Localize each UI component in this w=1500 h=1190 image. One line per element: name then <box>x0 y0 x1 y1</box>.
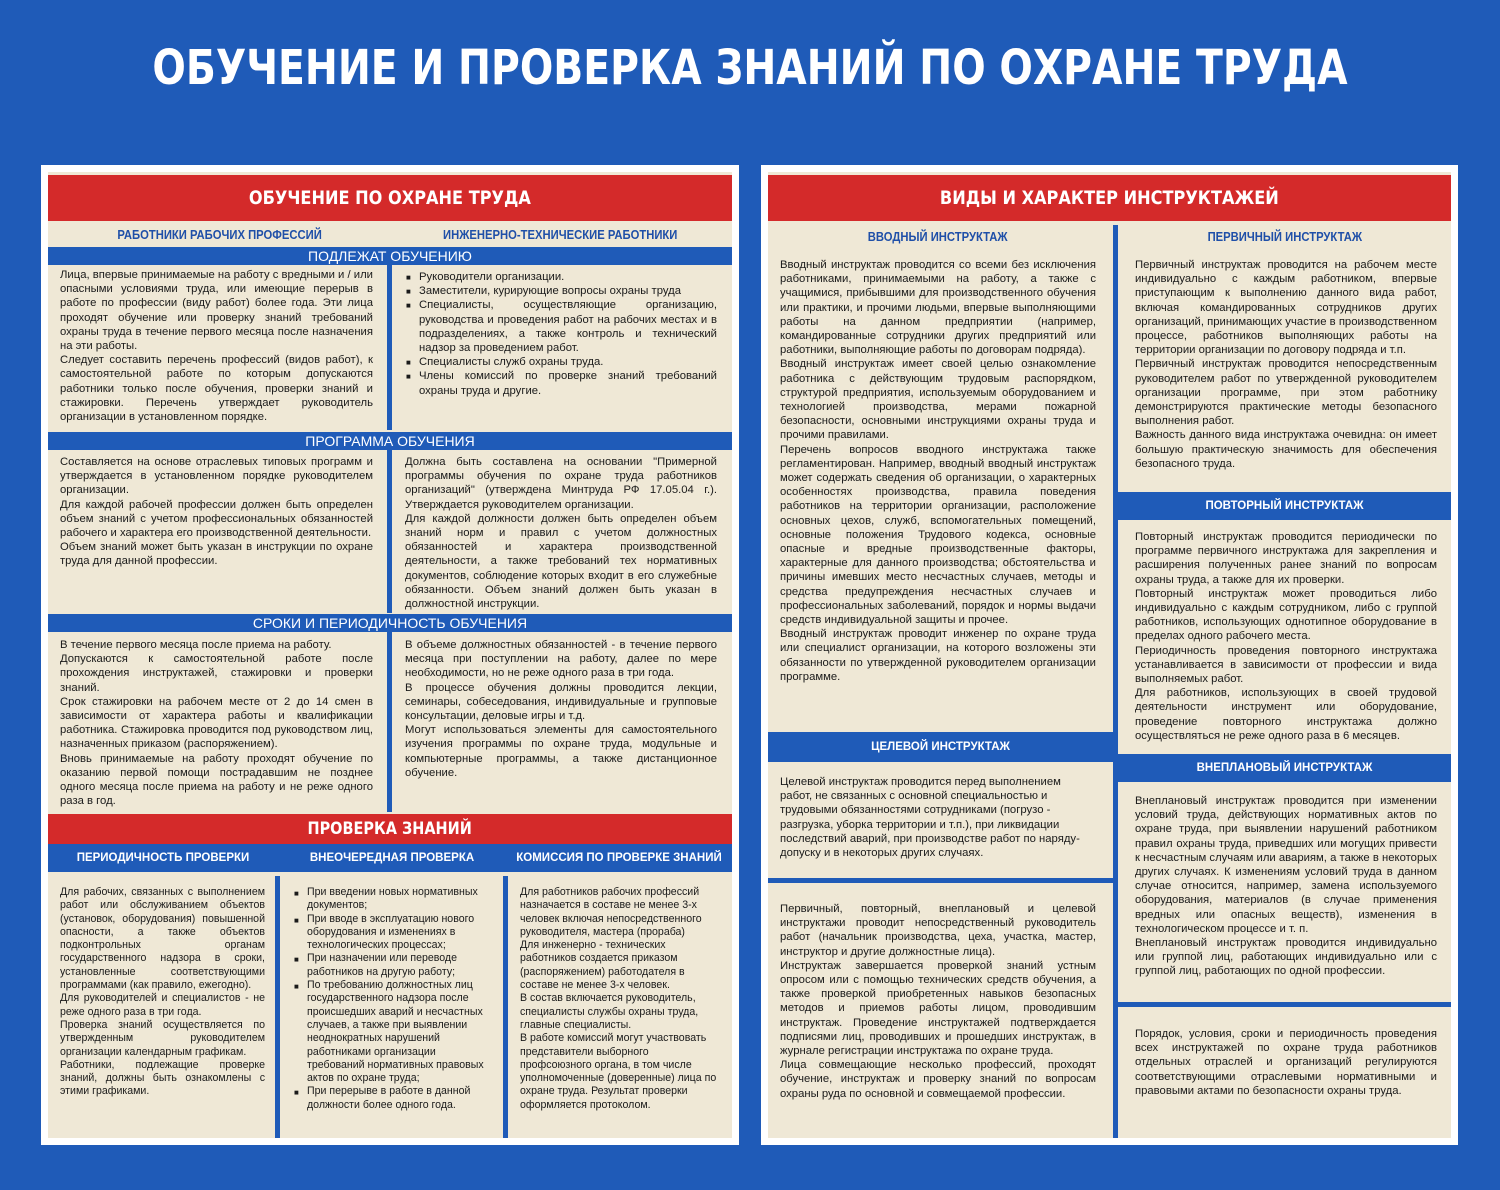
check-knowledge-header: ПРОВЕРКА ЗНАНИЙ <box>48 814 732 844</box>
povt-text: Повторный инструктаж проводится периодически по программе первичного инструктажа для закрепления и расширения полученных ранее знаний по вопросам охраны труда, а также для их проверки. Повторный инструктаж может проводиться либо индивидуально с каждым сотрудником, либо с группой работников, использующих однотипное оборудование в пределах одного рабочего места. Периодичность проведения повторного инструктажа устанавливается в зависимости от профессии и вида выполняемых работ. Для работников, использующих в своей трудовой деятельности инструмент или оборудование, проведение повторного инструктажа должно осуществляться не реже одного раза в 6 месяцев. <box>1135 531 1437 742</box>
tsel-text: Целевой инструктаж проводится перед выполнением работ, не связанных с основной специальностью и трудовыми обязанностями сотрудниками (погрузо - разгрузка, уборка территории и т.п.), при ликвидации последствий аварий, при производстве работ по наряду-допуску и в некоторых других случаях. <box>780 776 1080 860</box>
section-title-terms: СРОКИ И ПЕРИОДИЧНОСТЬ ОБУЧЕНИЯ <box>48 614 732 632</box>
col-header-workers: РАБОТНИКИ РАБОЧИХ ПРОФЕССИЙ <box>117 228 323 242</box>
col-header-engineers: ИНЖЕНЕРНО-ТЕХНИЧЕСКИЕ РАБОТНИКИ <box>442 228 678 242</box>
perv-text: Первичный инструктаж проводится на рабочем месте индивидуально с каждым работником, впервые приступающим к выполнению данного вида работ, включая командированных сотрудников других организаций, принимающих участие в производственном процессе, работников выполняющих работы на территории организации по договору подряда и т.п. Первичный инструктаж проводится непосредственным руководителем работ по утвержденной руководителем организации программе, при этом работнику демонстрируются практические методы безопасного выполнения работ. Важность данного вида инструктажа очевидна: он имеет большую практическую значимость для обеспечения безопасного труда. <box>1135 259 1437 470</box>
s3-right-text: В объеме должностных обязанностей - в течение первого месяца при поступлении на работу, далее по мере необходимости, но не реже одного раза в три года. В процессе обучения должны проводится лекции, семинары, собеседования, индивидуальные и групповые консультации, деловые игры и т.д. Могут использоваться элементы для самостоятельного изучения программы по охране труда, модульные и компьютерные программы, а также дистанционное обучение. <box>405 639 717 779</box>
check-col1-text: Для рабочих, связанных с выполнением работ или обслуживанием объектов (установок, оборудования) повышенной опасности, а также объектов подконтрольных органам государственного надзора в сроки, установленные соответствующими программами (как правило, ежегодно). Для руководителей и специалистов - не реже одного раза в три года. Проверка знаний осуществляется по утвержденным руководителем организации календарным графикам. Работники, подлежащие проверке знаний, должны быть ознакомлены с этими графиками. <box>60 886 265 1098</box>
section-title-program: ПРОГРАММА ОБУЧЕНИЯ <box>48 432 732 450</box>
vnepl-text: Внеплановый инструктаж проводится при изменении условий труда, действующих нормативных актов по охране труда, при выявлении нарушений работником правил охраны труда, приведших или могущих привести к несчастным случаям или авариям, а также в некоторых других случаях. К изменениям условий труда в данном случае относится, например, замена используемого оборудования, материалов (в случае применения вредных или опасных веществ), изменения в технологическом процессе и т. п. Внеплановый инструктаж проводится индивидуально или группой лиц, работающих индивидуально или с группой лиц, работающих по одной профессии. <box>1135 795 1437 978</box>
bottom-right-text: Порядок, условия, сроки и периодичность проведения всех инструктажей по охране труда работников отдельных отраслей и организаций регулируются соответствующими отраслевыми нормативными и правовыми актами по безопасности охраны труда. <box>1135 1028 1437 1097</box>
right-panel-header: ВИДЫ И ХАРАКТЕР ИНСТРУКТАЖЕЙ <box>768 175 1451 221</box>
left-panel-header-text: ОБУЧЕНИЕ ПО ОХРАНЕ ТРУДА <box>248 187 532 209</box>
vnepl-title: ВНЕПЛАНОВЫЙ ИНСТРУКТАЖ <box>1118 754 1451 782</box>
s1-divider <box>387 265 392 430</box>
check-sub-extraordinary: ВНЕОЧЕРЕДНАЯ ПРОВЕРКА <box>278 844 506 872</box>
check-col2-text: ■ При введении новых нормативных документов; ■ При вводе в эксплуатацию нового оборудования и изменениях в технологических процессах; ■ При назначении или переводе работников на другую работу; ■ По требованию должностных лиц государственного надзора после происшедших аварий и несчастных случаев, а также при выявлении неоднократных нарушений работниками организации требований нормативных правовых актов по охране труда; ■ При перерыве в работе в данной должности более одного года. <box>293 886 493 1131</box>
vvod-title: ВВОДНЫЙ ИНСТРУКТАЖ <box>868 230 1008 244</box>
tsel-title: ЦЕЛЕВОЙ ИНСТРУКТАЖ <box>768 732 1113 762</box>
section-title-subject: ПОДЛЕЖАТ ОБУЧЕНИЮ <box>48 247 732 265</box>
s3-divider <box>387 632 392 812</box>
tsel-divider <box>768 878 1113 883</box>
check-sub-commission: КОМИССИЯ ПО ПРОВЕРКЕ ЗНАНИЙ <box>506 844 732 872</box>
check-divider-1 <box>275 876 280 1138</box>
s2-divider <box>387 450 392 613</box>
page-title: ОБУЧЕНИЕ И ПРОВЕРКА ЗНАНИЙ ПО ОХРАНЕ ТРУДА <box>152 40 1348 96</box>
check-sub-periodicity: ПЕРИОДИЧНОСТЬ ПРОВЕРКИ <box>48 844 278 872</box>
check-divider-2 <box>503 876 508 1138</box>
s2-right-text: Должна быть составлена на основании "Примерной программы обучения по охране труда работников организаций" (утверждена Минтруда РФ 17.05.04 г.). Утверждается руководителем организации. Для каждой должности должен быть определен объем знаний норм и правил с учетом должностных обязанностей и характера производственной деятельности, а также требований тех нормативных документов, соблюдение которых входит в его служебные обязанности. Объем знаний должен быть указан в должностной инструкции. <box>405 456 717 611</box>
bottom-left-text: Первичный, повторный, внеплановый и целевой инструктажи проводит непосредственный руководитель работ (начальник производства, цеха, участка, мастер, инструктор и другие должностные лица). Инструктаж завершается проверкой знаний устным опросом или с помощью технических средств обучения, а также проверкой приобретенных навыков безопасных методов и приемов работы лицом, проводившим инструктаж. Проведение инструктажей подтверждается подписями лиц, проводивших и прошедших инструктаж, в журнале регистрации инструктажа по охране труда. Лица совмещающие несколько профессий, проходят обучение, инструктаж и проверку знаний по вопросам охраны руда по основной и совмещаемой профессии. <box>780 903 1096 1100</box>
povt-title: ПОВТОРНЫЙ ИНСТРУКТАЖ <box>1118 492 1451 520</box>
s1-left-text: Лица, впервые принимаемые на работу с вредными и / или опасными условиями труда, или имеющие перерыв в работе по профессии (виду работ) более года. Эти лица проходят обучение или проверку знаний требований охраны труда в течение первого месяца после назначения на эти работы. Следует составить перечень профессий (видов работ), к самостоятельной работе по которым допускаются работники только после обучения, проверки знаний и стажировки. Перечень утверждает руководитель организации в установленном порядке. <box>60 269 373 424</box>
perv-title: ПЕРВИЧНЫЙ ИНСТРУКТАЖ <box>1207 230 1362 244</box>
check-col3-text: Для работников рабочих профессий назначается в составе не менее 3-х человек включая непосредственного руководителя, мастера (прораба) Для инженерно - технических работников создается приказом (распоряжением) работодателя в составе не менее 3-х человек. В состав включается руководитель, специалисты службы охраны труда, главные специалисты. В работе комиссий могут участвовать представители выборного профсоюзного органа, в том числе уполномоченные (доверенные) лица по охране труда. Результат проверки оформляется протоколом. <box>520 886 717 1111</box>
vvod-text: Вводный инструктаж проводится со всеми без исключения работниками, принимаемыми на работу, а также с учащимися, прибывшими для производственного обучения или практики, и прочими людьми, впервые выполняющими работы на данном предприятии (например, командированные сотрудники других предприятий или работники, выполняющие работы по договорам подряда). Вводный инструктаж имеет своей целью ознакомление работника с действующим трудовым распорядком, структурой предприятия, используемым оборудованием и технологией производства, мерами пожарной безопасности, основными инструкциями охраны труда и прочими правилами. Перечень вопросов вводного инструктажа также регламентирован. Например, вводный вводный инструктаж может содержать сведения об организации, о характерных особенностях производства, правила поведения работников на территории организации, расположение основных цехов, служб, вспомогательных помещений, основные положения Трудового кодекса, основные опасные и вредные производственные факторы, характерные для данного производства; обстоятельства и причины имевших место несчастных случаев, методы и средства предупреждения несчастных случаев и профессиональных заболеваний, порядок и нормы выдачи средств индивидуальной защиты и прочее. Вводный инструктаж проводит инженер по охране труда или специалист организации, на которого возложены эти обязанности по утвержденной руководителем организации программе. <box>780 259 1096 683</box>
s1-right-text: ■ Руководители организации. ■ Заместители, курирующие вопросы охраны труда ■ Специалисты, осуществляющие организацию, руководства и проведения работ на рабочих местах и в подразделениях, а также контроль и технический надзор за проведением работ. ■ Специалисты служб охраны труда. ■ Члены комиссий по проверке знаний требований охраны труда и другие. <box>405 270 717 430</box>
s3-left-text: В течение первого месяца после приема на работу. Допускаются к самостоятельной работе после прохождения инструктажей, стажировки и проверки знаний. Срок стажировки на рабочем месте от 2 до 14 смен в зависимости от характера работы и квалификации работника. Стажировка проводится под руководством лиц, назначенных приказом (распоряжением). Вновь принимаемые на работу проходят обучение по оказанию первой помощи пострадавшим не позднее одного месяца после приема на работу и не реже одного раза в год. <box>60 639 373 808</box>
s2-left-text: Составляется на основе отраслевых типовых программ и утверждается в установленном порядке руководителем организации. Для каждой рабочей профессии должен быть определен объем знаний с учетом профессиональных обязанностей рабочего и характера его производственной деятельности. Объем знаний может быть указан в инструкции по охране труда для данной профессии. <box>60 456 373 568</box>
vnepl-divider <box>1118 1002 1451 1007</box>
left-panel-header <box>48 175 732 221</box>
